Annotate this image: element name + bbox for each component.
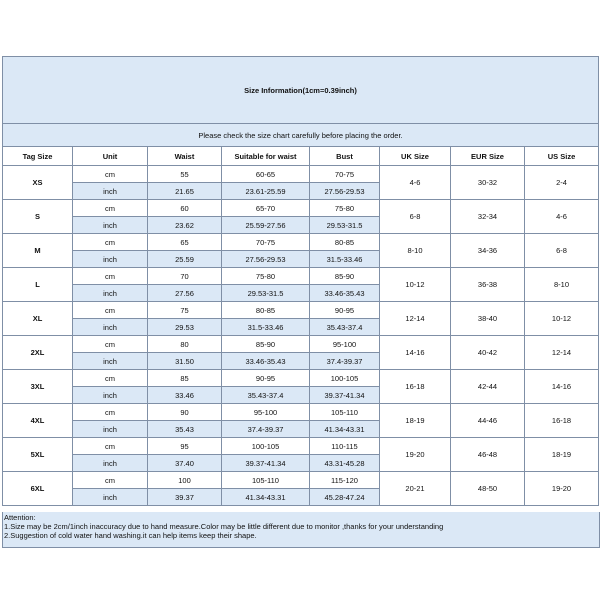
header-us-size: US Size (525, 147, 599, 166)
tag-size-cell: L (3, 268, 73, 302)
cm-unit-cell: cm (73, 234, 148, 251)
cm-bust-cell: 90-95 (310, 302, 380, 319)
chart-note: Please check the size chart carefully before placing the order. (3, 124, 599, 147)
us-size-cell: 4-6 (525, 200, 599, 234)
inch-waist-cell: 37.40 (148, 455, 222, 472)
uk-size-cell: 14-16 (380, 336, 451, 370)
eur-size-cell: 44-46 (451, 404, 525, 438)
header-bust: Bust (310, 147, 380, 166)
uk-size-cell: 8-10 (380, 234, 451, 268)
cm-bust-cell: 75-80 (310, 200, 380, 217)
header-unit: Unit (73, 147, 148, 166)
cm-waist-cell: 70 (148, 268, 222, 285)
tag-size-cell: 5XL (3, 438, 73, 472)
cm-suitable-waist-cell: 95-100 (222, 404, 310, 421)
cm-unit-cell: cm (73, 268, 148, 285)
attention-note-1: 1.Size may be 2cm/1inch inaccuracy due to hand measure.Color may be little different due to monitor ,thanks for your understanding (4, 522, 444, 531)
size-chart (2, 56, 598, 506)
cm-waist-cell: 60 (148, 200, 222, 217)
us-size-cell: 8-10 (525, 268, 599, 302)
cm-suitable-waist-cell: 100-105 (222, 438, 310, 455)
inch-waist-cell: 33.46 (148, 387, 222, 404)
cm-unit-cell: cm (73, 302, 148, 319)
cm-waist-cell: 85 (148, 370, 222, 387)
eur-size-cell: 30-32 (451, 166, 525, 200)
us-size-cell: 16-18 (525, 404, 599, 438)
us-size-cell: 19-20 (525, 472, 599, 506)
inch-suitable-waist-cell: 39.37-41.34 (222, 455, 310, 472)
inch-waist-cell: 23.62 (148, 217, 222, 234)
inch-unit-cell: inch (73, 353, 148, 370)
cm-suitable-waist-cell: 90-95 (222, 370, 310, 387)
cm-waist-cell: 75 (148, 302, 222, 319)
inch-bust-cell: 37.4-39.37 (310, 353, 380, 370)
header-uk-size: UK Size (380, 147, 451, 166)
tag-size-cell: 6XL (3, 472, 73, 506)
header-row (3, 147, 599, 166)
cm-bust-cell: 110-115 (310, 438, 380, 455)
cm-suitable-waist-cell: 75-80 (222, 268, 310, 285)
inch-suitable-waist-cell: 33.46-35.43 (222, 353, 310, 370)
inch-waist-cell: 35.43 (148, 421, 222, 438)
inch-bust-cell: 33.46-35.43 (310, 285, 380, 302)
header-tag-size: Tag Size (3, 147, 73, 166)
eur-size-cell: 48-50 (451, 472, 525, 506)
cm-waist-cell: 80 (148, 336, 222, 353)
inch-suitable-waist-cell: 23.61-25.59 (222, 183, 310, 200)
table-row (3, 302, 599, 319)
cm-waist-cell: 65 (148, 234, 222, 251)
inch-suitable-waist-cell: 29.53-31.5 (222, 285, 310, 302)
cm-bust-cell: 100-105 (310, 370, 380, 387)
attention-heading: Attention: (4, 513, 36, 522)
cm-unit-cell: cm (73, 438, 148, 455)
eur-size-cell: 34-36 (451, 234, 525, 268)
cm-bust-cell: 85-90 (310, 268, 380, 285)
uk-size-cell: 10-12 (380, 268, 451, 302)
cm-bust-cell: 105-110 (310, 404, 380, 421)
inch-unit-cell: inch (73, 251, 148, 268)
inch-bust-cell: 43.31-45.28 (310, 455, 380, 472)
tag-size-cell: XL (3, 302, 73, 336)
header-eur-size: EUR Size (451, 147, 525, 166)
eur-size-cell: 38-40 (451, 302, 525, 336)
inch-bust-cell: 35.43-37.4 (310, 319, 380, 336)
inch-suitable-waist-cell: 31.5-33.46 (222, 319, 310, 336)
inch-waist-cell: 29.53 (148, 319, 222, 336)
inch-bust-cell: 29.53-31.5 (310, 217, 380, 234)
uk-size-cell: 20-21 (380, 472, 451, 506)
us-size-cell: 12-14 (525, 336, 599, 370)
cm-waist-cell: 100 (148, 472, 222, 489)
size-table (2, 56, 599, 506)
inch-waist-cell: 21.65 (148, 183, 222, 200)
inch-bust-cell: 39.37-41.34 (310, 387, 380, 404)
inch-unit-cell: inch (73, 387, 148, 404)
cm-suitable-waist-cell: 80-85 (222, 302, 310, 319)
table-row (3, 166, 599, 183)
table-row (3, 404, 599, 421)
cm-suitable-waist-cell: 70-75 (222, 234, 310, 251)
cm-unit-cell: cm (73, 336, 148, 353)
cm-suitable-waist-cell: 85-90 (222, 336, 310, 353)
us-size-cell: 10-12 (525, 302, 599, 336)
inch-waist-cell: 31.50 (148, 353, 222, 370)
uk-size-cell: 16-18 (380, 370, 451, 404)
us-size-cell: 14-16 (525, 370, 599, 404)
cm-unit-cell: cm (73, 472, 148, 489)
us-size-cell: 18-19 (525, 438, 599, 472)
cm-unit-cell: cm (73, 200, 148, 217)
uk-size-cell: 4-6 (380, 166, 451, 200)
table-row (3, 438, 599, 455)
us-size-cell: 6-8 (525, 234, 599, 268)
cm-waist-cell: 90 (148, 404, 222, 421)
attention-note-2: 2.Suggestion of cold water hand washing.it can help items keep their shape. (4, 531, 257, 540)
uk-size-cell: 12-14 (380, 302, 451, 336)
inch-suitable-waist-cell: 35.43-37.4 (222, 387, 310, 404)
eur-size-cell: 46-48 (451, 438, 525, 472)
eur-size-cell: 36-38 (451, 268, 525, 302)
table-row (3, 472, 599, 489)
table-row (3, 268, 599, 285)
cm-suitable-waist-cell: 65-70 (222, 200, 310, 217)
table-row (3, 200, 599, 217)
inch-suitable-waist-cell: 37.4-39.37 (222, 421, 310, 438)
table-row (3, 336, 599, 353)
cm-unit-cell: cm (73, 404, 148, 421)
tag-size-cell: 3XL (3, 370, 73, 404)
inch-suitable-waist-cell: 41.34-43.31 (222, 489, 310, 506)
cm-bust-cell: 95-100 (310, 336, 380, 353)
eur-size-cell: 40-42 (451, 336, 525, 370)
inch-unit-cell: inch (73, 455, 148, 472)
inch-bust-cell: 27.56-29.53 (310, 183, 380, 200)
cm-bust-cell: 115-120 (310, 472, 380, 489)
cm-waist-cell: 95 (148, 438, 222, 455)
inch-suitable-waist-cell: 27.56-29.53 (222, 251, 310, 268)
inch-unit-cell: inch (73, 319, 148, 336)
header-suitable-waist: Suitable for waist (222, 147, 310, 166)
inch-unit-cell: inch (73, 285, 148, 302)
inch-unit-cell: inch (73, 421, 148, 438)
tag-size-cell: XS (3, 166, 73, 200)
tag-size-cell: 4XL (3, 404, 73, 438)
eur-size-cell: 32-34 (451, 200, 525, 234)
table-row (3, 234, 599, 251)
cm-unit-cell: cm (73, 166, 148, 183)
us-size-cell: 2-4 (525, 166, 599, 200)
inch-bust-cell: 41.34-43.31 (310, 421, 380, 438)
inch-unit-cell: inch (73, 489, 148, 506)
header-waist: Waist (148, 147, 222, 166)
table-row (3, 370, 599, 387)
inch-bust-cell: 45.28-47.24 (310, 489, 380, 506)
inch-waist-cell: 25.59 (148, 251, 222, 268)
tag-size-cell: 2XL (3, 336, 73, 370)
cm-suitable-waist-cell: 105-110 (222, 472, 310, 489)
cm-unit-cell: cm (73, 370, 148, 387)
inch-unit-cell: inch (73, 217, 148, 234)
cm-suitable-waist-cell: 60-65 (222, 166, 310, 183)
tag-size-cell: M (3, 234, 73, 268)
cm-bust-cell: 70-75 (310, 166, 380, 183)
inch-waist-cell: 27.56 (148, 285, 222, 302)
chart-title: Size Information(1cm=0.39inch) (3, 57, 599, 124)
tag-size-cell: S (3, 200, 73, 234)
uk-size-cell: 19-20 (380, 438, 451, 472)
inch-bust-cell: 31.5-33.46 (310, 251, 380, 268)
uk-size-cell: 18-19 (380, 404, 451, 438)
attention-notes (2, 512, 600, 548)
cm-waist-cell: 55 (148, 166, 222, 183)
eur-size-cell: 42-44 (451, 370, 525, 404)
inch-unit-cell: inch (73, 183, 148, 200)
uk-size-cell: 6-8 (380, 200, 451, 234)
inch-waist-cell: 39.37 (148, 489, 222, 506)
cm-bust-cell: 80-85 (310, 234, 380, 251)
inch-suitable-waist-cell: 25.59-27.56 (222, 217, 310, 234)
